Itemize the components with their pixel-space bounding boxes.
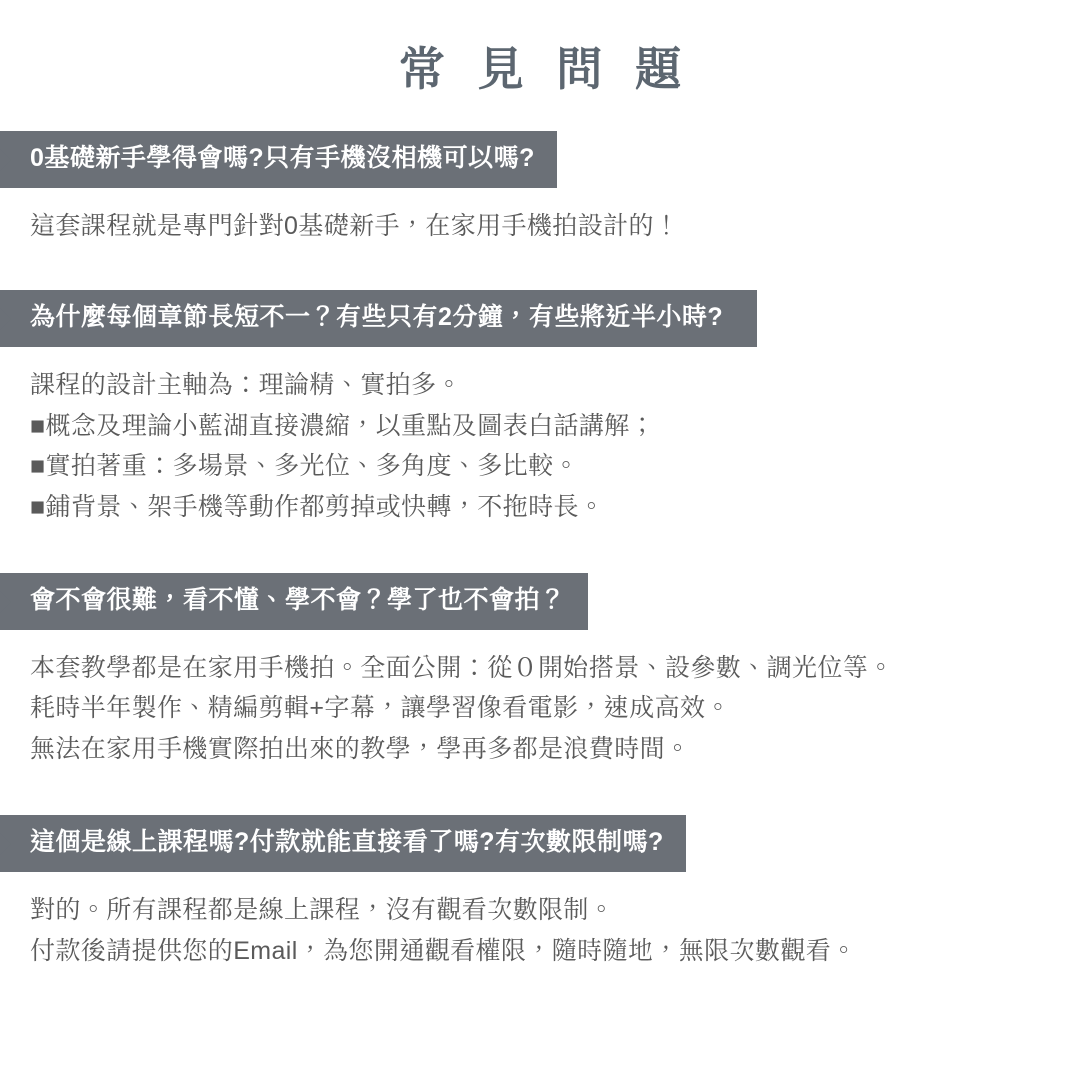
answer-line: ■實拍著重：多場景、多光位、多角度、多比較。 <box>30 452 579 481</box>
page-title: 常 見 問 題 <box>398 43 692 95</box>
answer-line: 這套課程就是專門針對0基礎新手，在家用手機拍設計的！ <box>30 211 680 240</box>
section-spacer <box>0 769 1080 815</box>
answer-line: 對的。所有課程都是線上課程，沒有觀看次數限制。 <box>30 896 615 925</box>
faq-list <box>0 131 1080 971</box>
faq-item <box>0 131 1080 246</box>
answer-line: ■鋪背景、架手機等動作都剪掉或快轉，不拖時長。 <box>30 492 605 521</box>
answer-line: 本套教學都是在家用手機拍。全面公開：從０開始搭景、設參數、調光位等。 <box>30 653 894 682</box>
question-row[interactable] <box>0 815 1080 872</box>
question-row[interactable] <box>0 131 1080 188</box>
answer-line: 付款後請提供您的Email，為您開通觀看權限，隨時隨地，無限次數觀看。 <box>30 936 857 965</box>
answer-block <box>0 872 1080 971</box>
answer-line: 耗時半年製作、精編剪輯+字幕，讓學習像看電影，速成高效。 <box>30 694 731 723</box>
answer-line: 無法在家用手機實際拍出來的教學，學再多都是浪費時間。 <box>30 734 691 763</box>
answer-line: 課程的設計主軸為：理論精、實拍多。 <box>30 371 462 400</box>
question-label: 0基礎新手學得會嗎?只有手機沒相機可以嗎? <box>0 131 557 188</box>
faq-item <box>0 815 1080 971</box>
question-label: 這個是線上課程嗎?付款就能直接看了嗎?有次數限制嗎? <box>0 815 686 872</box>
faq-item <box>0 573 1080 769</box>
question-label: 為什麼每個章節長短不一？有些只有2分鐘，有些將近半小時? <box>0 290 757 347</box>
section-spacer <box>0 246 1080 290</box>
answer-block <box>0 347 1080 527</box>
answer-block <box>0 630 1080 770</box>
answer-line: ■概念及理論小藍湖直接濃縮，以重點及圖表白話講解； <box>30 411 656 440</box>
answer-block <box>0 188 1080 247</box>
faq-item <box>0 290 1080 527</box>
question-row[interactable] <box>0 573 1080 630</box>
section-spacer <box>0 527 1080 573</box>
question-row[interactable] <box>0 290 1080 347</box>
question-label: 會不會很難，看不懂、學不會？學了也不會拍？ <box>0 573 588 630</box>
